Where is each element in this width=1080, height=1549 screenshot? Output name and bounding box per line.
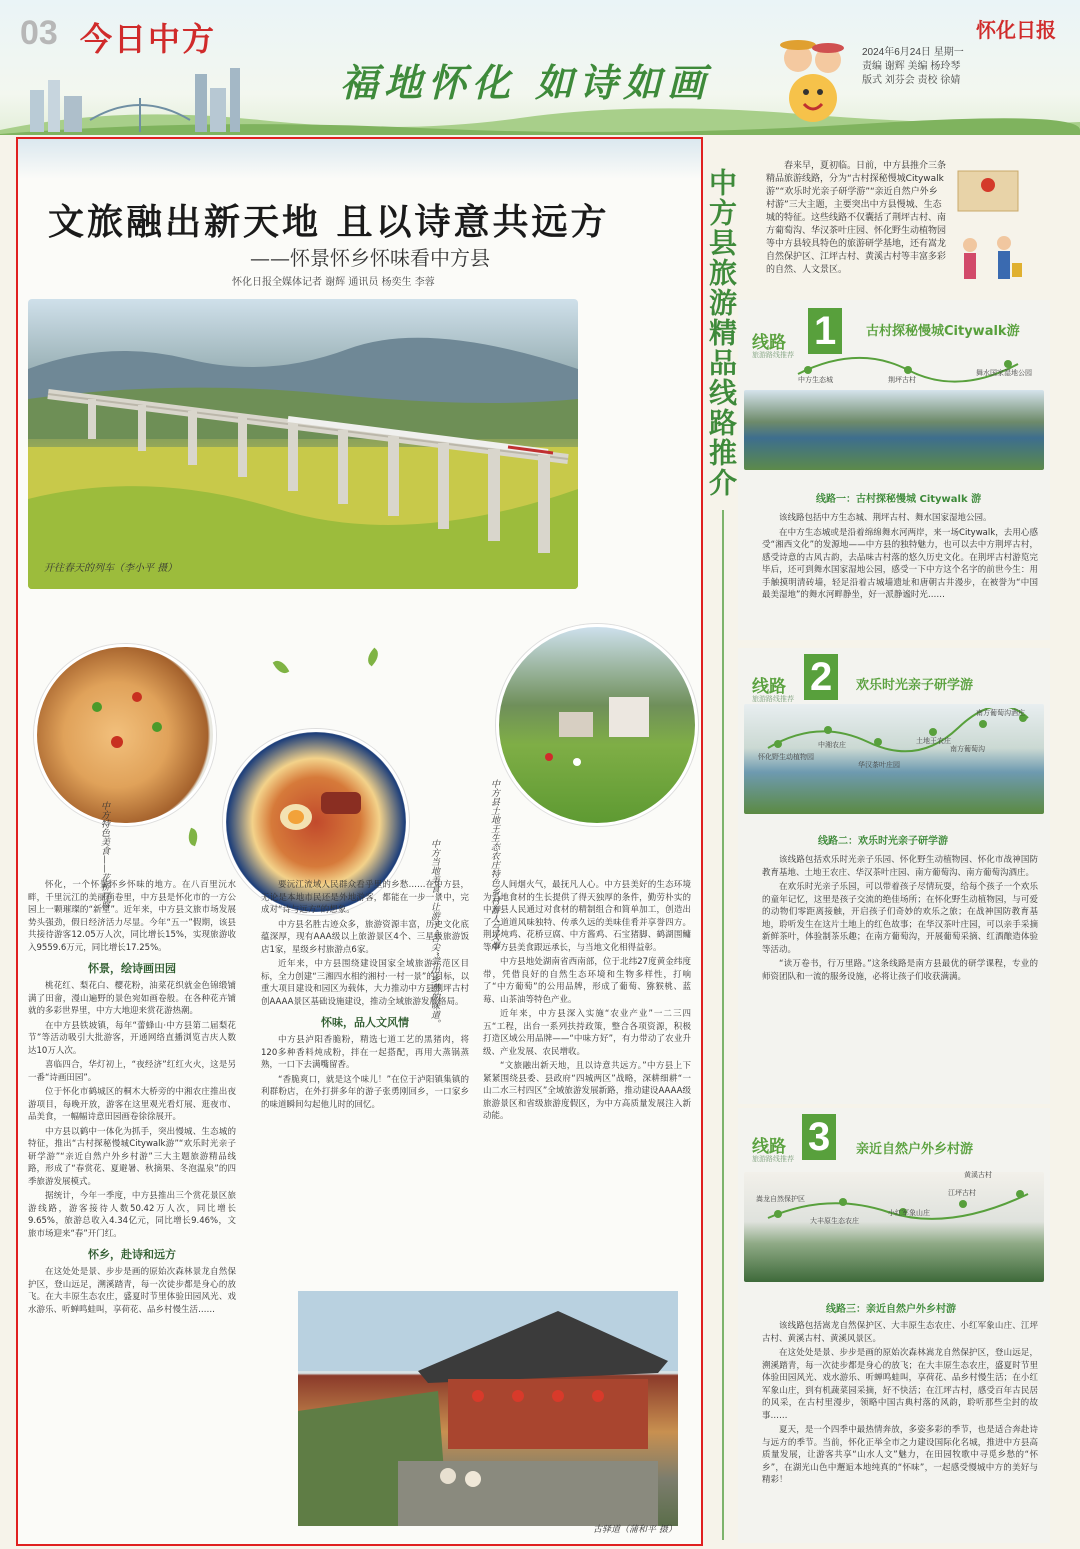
route-word: 线路 bbox=[752, 1137, 786, 1157]
leaf-decoration bbox=[186, 828, 201, 846]
route-name: 古村探秘慢城Citywalk游 bbox=[866, 324, 1020, 339]
route-node: 华汉茶叶庄园 bbox=[858, 761, 900, 769]
route-3-text bbox=[762, 1320, 1038, 1489]
route-3-path bbox=[758, 1182, 1038, 1232]
route-3-box bbox=[738, 1108, 1050, 1543]
column-3 bbox=[483, 879, 691, 1125]
leaf-decoration bbox=[273, 658, 290, 677]
paragraph: 在欢乐时光亲子乐园，可以带着孩子尽情玩耍，给每个孩子一个欢乐的童年记忆，这里是孩子交流的绝佳场所；在怀化野生动植物园，与可爱的动物们零距离接触，开启孩子们奇妙的欢乐之旅；在战神国防教育基地，聆听发生在这片土地上的红色故事；在华汉茶叶庄园，可以亲手采摘新鲜茶叶，体验制茶乐趣；在南方葡萄沟，开展葡萄采摘、红酒酿造体验等活动。 bbox=[762, 882, 1038, 955]
pavilion-photo bbox=[298, 1291, 678, 1526]
route-sub: 旅游路线推荐 bbox=[752, 351, 794, 359]
editors-line1: 责编 谢辉 美编 杨玲琴 bbox=[862, 61, 961, 72]
paragraph: “读万卷书，行万里路。”这条线路是南方县最优的研学课程，专业的师资团队和一流的服务设施，必将让孩子们收获满满。 bbox=[762, 959, 1038, 982]
paragraph: 喜临四合，华灯初上，“夜经济”红红火火，这是另一番“诗画田园”。 bbox=[28, 1060, 236, 1083]
page-header bbox=[0, 0, 1080, 135]
route-caption: 线路一：古村探秘慢城 Citywalk 游 bbox=[816, 494, 982, 505]
route-node: 大丰原生态农庄 bbox=[810, 1217, 859, 1225]
column-1 bbox=[28, 879, 236, 1318]
route-1-photo bbox=[744, 390, 1044, 470]
paragraph: 怀化，一个怀景怀乡怀味的地方。在八百里沅水畔，千里沅江的美丽画卷里，中方县是怀化市的一方公园上一颗璀璨的“新星”。近年来，中方县文旅市场发展势头强劲，假日经济活力尽显。今年“五一”假期，该县共接待游客12.05万人次，同比增长15%，实现旅游收入9559.6万元，同比增长17.25%。 bbox=[28, 880, 236, 953]
tourist-cartoon-illustration bbox=[768, 28, 858, 128]
paragraph: 位于怀化市鹤城区的桐木大桥旁的中湘农庄推出夜游项目，每晚开放，游客在这里观光看灯展、逛夜市、品美食，一幅幅诗意田园画卷徐徐展开。 bbox=[28, 1087, 236, 1122]
paragraph: 中方县地处湖南省西南部，位于北纬27度黄金纬度带，凭借良好的自然生态环境和生物多样性，打响了“中方葡萄”的公用品牌，形成了葡萄、猕猴桃、蓝莓、山茶油等特色产业。 bbox=[483, 957, 691, 1005]
route-node: 怀化野生动植物园 bbox=[758, 753, 814, 761]
paragraph: 近年来，中方县深入实施“农业产业”一二三四五“工程，出台一系列扶持政策，整合各项资源，积极打造区域公用品牌——“中味方好”，有力带动了农业升级、产业发展、农民增收。 bbox=[483, 1009, 691, 1057]
section-title: 今日中方 bbox=[80, 21, 217, 57]
date: 2024年6月24日 星期一 bbox=[862, 47, 964, 58]
paragraph: 桃花红、梨花白、樱花粉，油菜花织就金色锦缎铺满了田畲，漫山遍野的景色宛如画卷般。在各种花卉铺就的多彩世界里，中方大地迎来赏花游热潮。 bbox=[28, 981, 236, 1016]
paragraph: 该线路包括嵩龙自然保护区、大丰原生态农庄、小红军象山庄、江坪古村、黄溪古村、黄溪风景区。 bbox=[762, 1321, 1038, 1344]
paragraph: 要沅江流域人民群众看乎里的乡愁……在中方县，无论是本地市民还是外地游客，都能在一步一景中，完成对“诗与远方”的想象。 bbox=[261, 880, 469, 915]
route-node: 土地王农庄 bbox=[916, 737, 951, 745]
section-heading: 怀乡，赴诗和远方 bbox=[88, 1248, 176, 1261]
route-node: 小红军象山庄 bbox=[888, 1209, 930, 1217]
pavilion-caption: 古驿道（蒲和平 摄） bbox=[593, 1525, 677, 1535]
train-scene bbox=[28, 299, 578, 589]
route-node: 黄溪古村 bbox=[964, 1171, 992, 1179]
route-word: 线路 bbox=[752, 677, 786, 697]
route-1-box bbox=[738, 300, 1050, 640]
food-photo-tofu bbox=[34, 644, 216, 826]
route-name: 欢乐时光亲子研学游 bbox=[856, 678, 974, 693]
route-1-text bbox=[762, 512, 1038, 604]
train-photo bbox=[28, 299, 578, 589]
sky-band bbox=[18, 139, 701, 179]
play-caption: 中方县土地王生态农庄特色乡村游人气火爆 bbox=[489, 779, 499, 950]
paragraph: 据统计，今年一季度，中方县推出三个赏花景区旅游线路，游客接待人数50.42万人次，同比增长9.65%，旅游总收入4.34亿元，同比增长9.46%，文旅市场迎来“春”开门红。 bbox=[28, 1191, 236, 1239]
paragraph: 人间烟火气，最抚凡人心。中方县美好的生态环境为当地食材的生长提供了得天独厚的条件，勤劳朴实的中方县人民通过对食材的精制组合和简单加工，创造出了一道道风味独特、传承久远的美味佳肴并享誉四方。荆坪炖鸡、花桥豆腐、中方酱鸡、石宝猪脚、鹤湖围鳙等中方县美食跟远承长，与当地文化相得益彰。 bbox=[483, 880, 691, 953]
main-article-frame bbox=[16, 137, 703, 1546]
paragraph: “香脆爽口，就是这个味儿！”在位于泸阳镇集镇的利群粉店，在外打拼多年的游子张勇刚回乡，一口家乡的味道瞬间勾起他儿时的回忆。 bbox=[261, 1074, 469, 1110]
article-subtitle: ——怀景怀乡怀味看中方县 bbox=[250, 246, 490, 270]
article-title: 文旅融出新天地 且以诗意共远方 bbox=[48, 202, 610, 243]
editors-line2: 版式 刘芬会 责校 徐婧 bbox=[862, 75, 961, 86]
pavilion-scene bbox=[298, 1291, 678, 1526]
route-2-text bbox=[762, 854, 1038, 985]
farm-scene bbox=[499, 627, 695, 823]
page-number: 03 bbox=[20, 14, 58, 52]
paragraph: 在这处处是景、步步是画的原始次森林景龙自然保护区，登山远足，溯溪踏青，每一次徒步都是身心的放飞。在大丰原生态农庄，盛夏时节里体验田园风光、戏水游乐、听蝉鸣蛙叫，享荷花、品乡村慢生活…… bbox=[28, 1267, 236, 1315]
route-2-box bbox=[738, 648, 1050, 1104]
sidebar-vertical-title: 中方县旅游精品线路推介 bbox=[705, 168, 738, 498]
route-node: 南方葡萄沟 bbox=[950, 745, 985, 753]
train-caption: 开往春天的列车（李小平 摄） bbox=[44, 563, 178, 574]
dateline bbox=[862, 46, 964, 88]
map-travel-illustration bbox=[948, 165, 1028, 285]
paragraph: 中方县名胜古迹众多，旅游资源丰富，历史文化底蕴深厚，现有AAA级以上旅游景区4个、三星级旅游饭店1家，星级乡村旅游点6家。 bbox=[261, 919, 469, 955]
food1-caption: 中方特色美食——花桥豆腐 bbox=[99, 801, 109, 909]
paragraph: 在中方县铁坡镇，每年“蕾蜂山·中方县第二届梨花节”等活动吸引大批游客，开通网络直播浏览吉庆人数达10万人次。 bbox=[28, 1020, 236, 1056]
slogan: 福地怀化 如诗如画 bbox=[340, 60, 712, 105]
route-node: 嵩龙自然保护区 bbox=[756, 1195, 805, 1203]
section-heading: 怀景，绘诗画田园 bbox=[88, 962, 176, 975]
route-node: 舞水国家湿地公园 bbox=[976, 369, 1032, 377]
farm-play-photo bbox=[496, 624, 698, 826]
route-node: 中湘农庄 bbox=[818, 741, 846, 749]
masthead: 怀化日报 bbox=[976, 18, 1056, 42]
route-caption: 线路三：亲近自然户外乡村游 bbox=[826, 1304, 956, 1315]
route-sub: 旅游路线推荐 bbox=[752, 1155, 794, 1163]
paragraph: 中方县泸阳香脆粉，精选七道工艺的黑猪肉，将120多种香料炖成粉，拌在一起搭配，再用大蒸锅蒸熟，一口下去满嘴留香。 bbox=[261, 1035, 469, 1070]
paragraph: 该线路包括欢乐时光亲子乐园、怀化野生动植物园、怀化市战神国防教育基地、土地王农庄、华汉茶叶庄园、南方葡萄沟、南方葡萄沟酒庄。 bbox=[762, 855, 1038, 878]
paragraph: 夏天，是一个四季中最热情奔放，多姿多彩的季节，也是适合奔赴诗与远方的季节。当前，怀化正举全市之力建设国际化名城，推进中方县高质量发展，让游客共享“山水人文”魅力，在田园牧歌中寻觅乡愁的“怀乡”，在湖光山色中邂逅本地纯真的“怀味”，一起感受慢城中方的美好与精彩！ bbox=[762, 1425, 1038, 1485]
paragraph: 中方县以鹤中一体化为抓手，突出慢城、生态城的特征，推出“古村探秘慢城Citywalk游”“欢乐时光亲子研学游”“亲近自然户外乡村游”三大主题旅游精品线路，形成了“春赏花、夏避暑、秋摘果、冬泡温泉”的四季旅游发展模式。 bbox=[28, 1126, 236, 1187]
route-word: 线路 bbox=[752, 333, 786, 353]
divider-line bbox=[722, 510, 724, 1540]
section-heading: 怀味，品人文风情 bbox=[321, 1016, 409, 1029]
paragraph: 该线路包括中方生态城、荆坪古村、舞水国家湿地公园。 bbox=[779, 513, 992, 523]
route-number: 2 bbox=[804, 654, 838, 700]
route-name: 亲近自然户外乡村游 bbox=[856, 1142, 974, 1157]
route-node: 南方葡萄沟酒庄 bbox=[976, 709, 1025, 717]
route-number: 1 bbox=[808, 308, 842, 354]
food2-caption: 中方当地美食，让游子“舌尖”尝出乡愁的味道。 bbox=[429, 839, 439, 1029]
leaf-decoration bbox=[364, 648, 382, 667]
paragraph: 在中方生态城或是沿着绵绵舞水河两岸，来一场Citywalk，去用心感受“湘西文化”的发源地——中方县的独特魅力，也可以去中方荆坪古村，感受诗意的古风古韵，去品味古村落的悠久历史文化。在荆坪古村游览完毕后，还可到舞水国家湿地公园，感受一下中方这个名字的前世今生：用手触摸明清砖墙，轻足沿着古城墙遗址和唐朝古井漫步，在被誉为“中国最美湿地”的舞水河畔静坐，好一派静谧时光…… bbox=[762, 527, 1038, 600]
paragraph: 在这处处是景、步步是画的原始次森林嵩龙自然保护区，登山远足，溯溪踏青，每一次徒步都是身心的放飞；在大丰原生态农庄，盛夏时节里体验田园风光、戏水游乐、听蝉鸣蛙叫，享荷花、品乡村慢生活；在小红军象山庄，到有机蔬菜园采摘，好不快活；在江坪古村，感受百年古民居的风采，在古村里漫步，领略中国古典村落的风韵，聆听那些尘封的故事…… bbox=[762, 1348, 1038, 1421]
route-node: 中方生态城 bbox=[798, 376, 833, 384]
route-node: 荆坪古村 bbox=[888, 376, 916, 384]
skyline-illustration bbox=[20, 60, 320, 132]
route-sub: 旅游路线推荐 bbox=[752, 695, 794, 703]
sidebar-intro: 春来早，夏初临。日前，中方县推介三条精品旅游线路，分为“古村探秘慢城Citywalk游”“欢乐时光亲子研学游”“亲近自然户外乡村游”三大主题，主要突出中方县慢城、生态城的特征。这些线路不仅囊括了荆坪古村、南方葡萄沟、华汉茶叶庄园、怀化野生动植物园等中方县较具特色的旅游研学基地，还有嵩龙自然保护区、江坪古村、黄溪古村等丰富多彩的自然、人文景区。 bbox=[766, 161, 947, 275]
paragraph: 近年来，中方县围绕建设国家全域旅游示范区目标，全力创建“三湘四水相约湘村·一村一景”的目标，以重大项目建设和园区为载体，大力推动中方县荆坪古村创AAAA景区基础设施建设，推动全域旅游发展格局。 bbox=[261, 959, 469, 1007]
route-number: 3 bbox=[802, 1114, 836, 1160]
route-caption: 线路二：欢乐时光亲子研学游 bbox=[818, 836, 948, 847]
column-2 bbox=[261, 879, 469, 1113]
paragraph: “文旅融出新天地，且以诗意共远方。”中方县上下紧紧围绕县委、县政府“四城两区”战略，深耕细耕“一山二水三村四区”全域旅游发展新路，推动建设AAAA级旅游景区和省级旅游度假区，为中方高质量发展注入新动能。 bbox=[483, 1061, 691, 1121]
tofu-dish bbox=[37, 647, 213, 823]
byline: 怀化日报全媒体记者 谢辉 通讯员 杨奕生 李蓉 bbox=[232, 277, 435, 288]
route-node: 江坪古村 bbox=[948, 1189, 976, 1197]
